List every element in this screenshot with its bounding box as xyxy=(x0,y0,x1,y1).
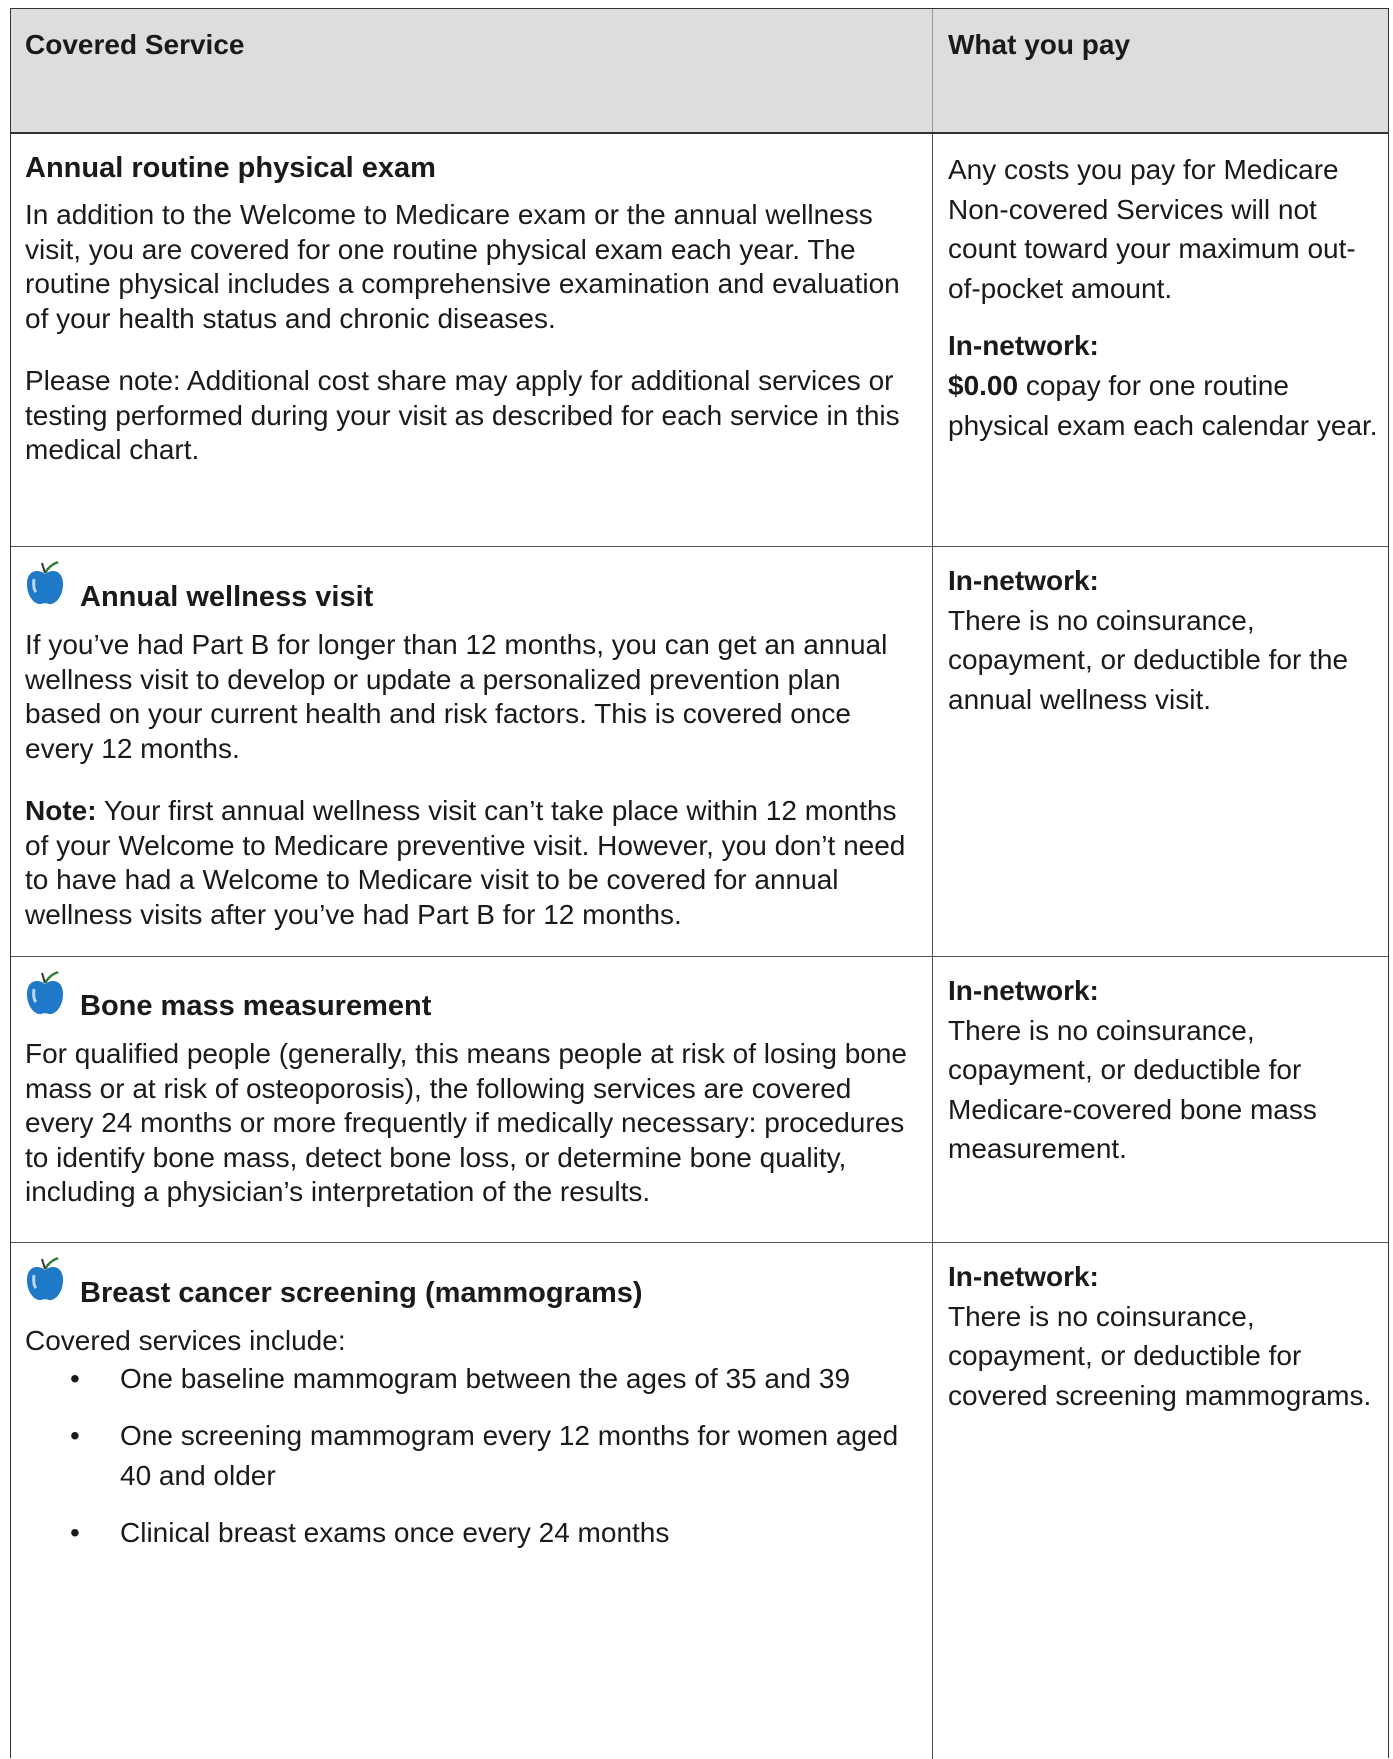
service-description: In addition to the Welcome to Medicare exam or the annual wellness visit, you are covered for one routine physical exam each year. The routine physical includes a comprehensive examination and evaluation of your health status and chronic diseases. xyxy=(25,199,900,334)
table-row xyxy=(11,547,1388,957)
in-network-label: In-network: xyxy=(948,330,1099,362)
pay-cell xyxy=(932,957,1388,1242)
bullet-icon: • xyxy=(70,1517,80,1549)
service-description: If you’ve had Part B for longer than 12 months, you can get an annual wellness visit to develop or update a personalized prevention plan based on your current health and risk factors. This is covered once every 12 months. xyxy=(25,629,888,764)
pay-details: There is no coinsurance, copayment, or deductible for Medicare-covered bone mass measurement. xyxy=(948,1014,1317,1165)
service-intro: Covered services include: xyxy=(25,1325,346,1356)
in-network-label: In-network: xyxy=(948,1261,1099,1292)
apple-icon xyxy=(25,559,65,607)
service-title: Annual routine physical exam xyxy=(25,152,436,184)
copay-amount: $0.00 xyxy=(948,369,1019,401)
apple-icon xyxy=(25,1255,65,1303)
pay-details xyxy=(948,366,1378,445)
pay-cell xyxy=(932,134,1388,546)
service-note xyxy=(25,794,918,932)
list-item-text: Clinical breast exams once every 24 months xyxy=(120,1517,670,1549)
table-row xyxy=(11,134,1388,547)
in-network-label: In-network: xyxy=(948,975,1099,1006)
table-row xyxy=(11,957,1388,1243)
list-item-text: One baseline mammogram between the ages of 35 and 39 xyxy=(120,1362,851,1394)
pay-details: There is no coinsurance, copayment, or deductible for covered screening mammograms. xyxy=(948,1300,1372,1411)
header-covered-service: Covered Service xyxy=(25,29,245,60)
note-text: Your first annual wellness visit can’t take place within 12 months of your Welcome to Medicare preventive visit. However, you don’t need to have had a Welcome to Medicare visit to be covered for annual wellness visits after you’ve had Part B for 12 months. xyxy=(25,795,906,930)
service-cell xyxy=(11,1243,932,1759)
pay-cell xyxy=(932,1243,1388,1759)
bullet-icon: • xyxy=(70,1420,80,1452)
apple-icon xyxy=(25,969,65,1017)
service-note: Please note: Additional cost share may apply for additional services or testing performed during your visit as described for each service in this medical chart. xyxy=(25,365,900,465)
list-item xyxy=(25,1359,918,1399)
header-what-you-pay-cell xyxy=(932,9,1388,132)
service-title: Bone mass measurement xyxy=(80,990,432,1022)
coverage-table xyxy=(10,8,1389,1758)
table-header xyxy=(11,9,1388,134)
note-label: Note: xyxy=(25,795,97,826)
service-cell xyxy=(11,957,932,1242)
service-title: Breast cancer screening (mammograms) xyxy=(80,1277,643,1309)
bullet-icon: • xyxy=(70,1362,80,1394)
list-item-text: One screening mammogram every 12 months for women aged 40 and older xyxy=(120,1420,899,1491)
header-what-you-pay: What you pay xyxy=(948,29,1131,60)
service-title: Annual wellness visit xyxy=(80,581,374,613)
pay-intro: Any costs you pay for Medicare Non-covered Services will not count toward your maximum out-of-pocket amount. xyxy=(948,154,1356,304)
copay-text: copay for one routine physical exam each calendar year. xyxy=(948,369,1378,441)
in-network-label: In-network: xyxy=(948,565,1099,596)
service-description: For qualified people (generally, this means people at risk of losing bone mass or at risk of osteoporosis), the following services are covered every 24 months or more frequently if medically necessary: procedures to identify bone mass, detect bone loss, or determine bone quality, including a physician’s interpretation of the results. xyxy=(25,1038,907,1207)
pay-details: There is no coinsurance, copayment, or deductible for the annual wellness visit. xyxy=(948,604,1349,715)
header-covered-service-cell xyxy=(11,9,932,132)
list-item xyxy=(25,1513,918,1553)
table-row xyxy=(11,1243,1388,1759)
list-item xyxy=(25,1416,918,1495)
service-cell xyxy=(11,134,932,546)
pay-cell xyxy=(932,547,1388,956)
covered-services-list xyxy=(25,1359,918,1553)
service-cell xyxy=(11,547,932,956)
